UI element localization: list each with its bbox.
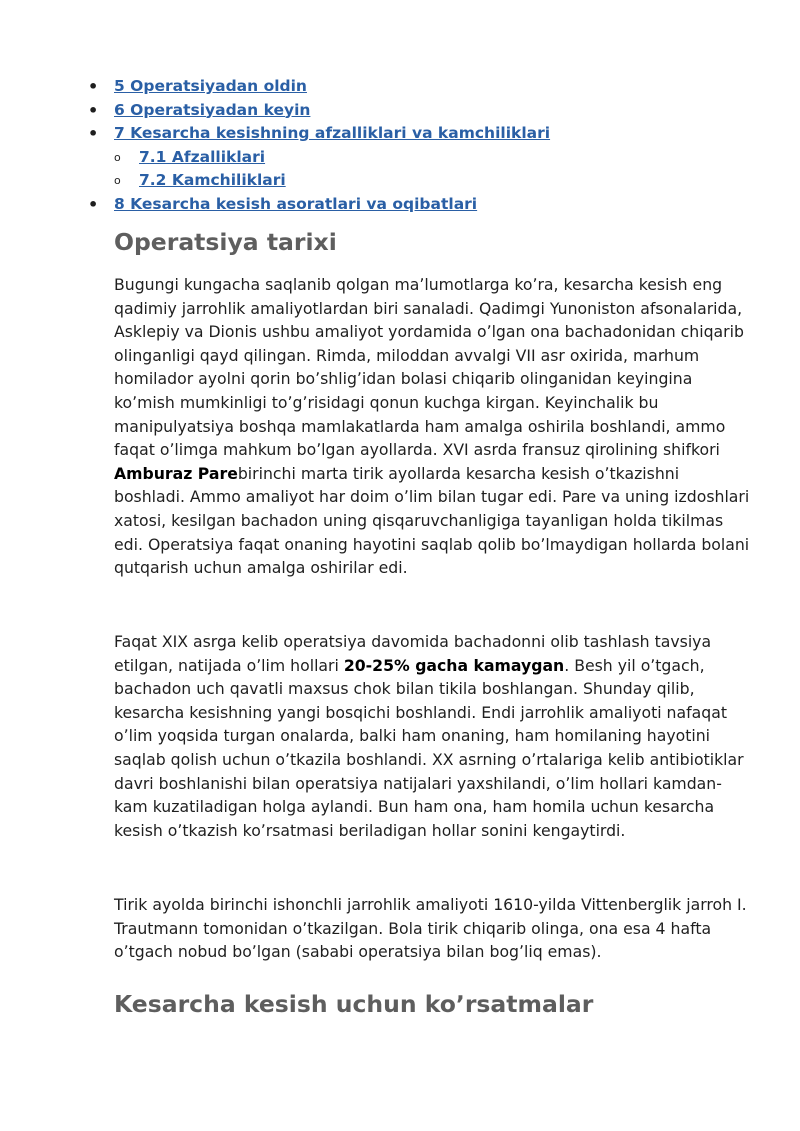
- toc-link-6[interactable]: 6 Operatsiyadan keyin: [114, 100, 311, 119]
- sub-bullet: o: [114, 174, 121, 187]
- toc-link-7-1[interactable]: 7.1 Afzalliklari: [139, 147, 266, 166]
- text-run: Faqat XIX asrga kelib operatsiya davomida bachadonni olib tashlash tavsiya etilgan, natijada oʼlim hollari: [114, 632, 712, 675]
- toc-item-6: [0, 99, 800, 123]
- history-paragraph-3: Tirik ayolda birinchi ishonchli jarrohlik amaliyoti 1610-yilda Vittenberglik jarroh I. Trautmann tomonidan oʼtkazilgan. Bola tirik chiqarib olinga, ona esa 4 hafta oʼtgach nobud boʼlgan (sababi operatsiya bilan bogʼliq emas).: [114, 895, 747, 962]
- bullet: •: [88, 124, 99, 143]
- bullet: •: [88, 194, 99, 214]
- section-heading-history: Operatsiya tarixi: [114, 228, 337, 256]
- bullet: •: [88, 100, 99, 120]
- history-paragraph-2: [114, 630, 754, 842]
- text-run: birinchi marta tirik ayollarda kesarcha kesish oʼtkazishni boshladi. Ammo amaliyot har doim oʼlim bilan tugar edi. Pare va uning izdoshlari xatosi, kesilgan bachadon uning qisqaruvchanligiga tayanligan holda tikilmas edi. Operatsiya faqat onaning hayotini saqlab qolib boʼlmaydigan hollarda bolani qutqarish uchun amalga oshirilar edi.: [114, 463, 750, 578]
- toc-link-7-2[interactable]: 7.2 Kamchiliklari: [139, 171, 286, 189]
- toc-item-8: [0, 193, 800, 217]
- text-run: Bugungi kungacha saqlanib qolgan maʼlumotlarga koʼra, kesarcha kesish eng qadimiy jarrohlik amaliyotlardan biri sanaladi. Qadimgi Yunoniston afsonalarida, Asklepiy va Dionis ushbu amaliyot yordamida oʼlgan ona bachadonidan chiqarib olinganligi qayd qilingan. Rimda, miloddan avvalgi VII asr oxirida, marhum homilador ayolni qorin boʼshligʼidan bolasi chiqarib olinganidan keyingina koʼmish mumkinligi toʼgʼrisidagi qonun kuchga kirgan. Keyinchalik bu manipulyatsiya boshqa mamlakatlarda ham amalga oshirila boshlandi, ammo faqat oʼlimga mahkum boʼlgan ayollarda. XVI asrda fransuz qirolining shifkori: [114, 275, 744, 460]
- toc-link-7[interactable]: 7 Kesarcha kesishning afzalliklari va kamchiliklari: [114, 124, 551, 142]
- sub-bullet: o: [114, 150, 121, 164]
- table-of-contents: [0, 75, 800, 216]
- bold-statistic: 20-25% gacha kamaygan: [343, 655, 565, 675]
- toc-item-5: [0, 75, 800, 99]
- bold-name: Amburaz Pare: [114, 463, 238, 483]
- text-run: . Besh yil oʼtgach, bachadon uch qavatli maxsus chok bilan tikila boshlangan. Shunday qilib, kesarcha kesishning yangi bosqichi boshlandi. Endi jarrohlik amaliyoti nafaqat oʼlim yoqsida turgan onalarda, balki ham onaning, ham homilaning hayotini saqlab qolish uchun oʼtkazila boshlandi. XX asrning oʼrtalariga kelib antibiotiklar davri boshlanishi bilan operatsiya natijalari yaxshilandi, oʼlim hollari kamdan-kam kuzatiladigan holga aylandi. Bun ham ona, ham homila uchun kesarcha kesish oʼtkazish koʼrsatmasi beriladigan hollar sonini kengaytirdi.: [114, 655, 744, 840]
- toc-item-7-2: [0, 169, 800, 193]
- toc-link-8[interactable]: 8 Kesarcha kesish asoratlari va oqibatlari: [114, 194, 478, 213]
- section-heading-indications: Kesarcha kesish uchun koʼrsatmalar: [114, 990, 594, 1018]
- history-paragraph-1: [114, 273, 754, 580]
- toc-link-5[interactable]: 5 Operatsiyadan oldin: [114, 77, 307, 95]
- bullet: •: [88, 77, 99, 96]
- toc-item-7-1: [0, 146, 800, 170]
- toc-item-7: [0, 122, 800, 146]
